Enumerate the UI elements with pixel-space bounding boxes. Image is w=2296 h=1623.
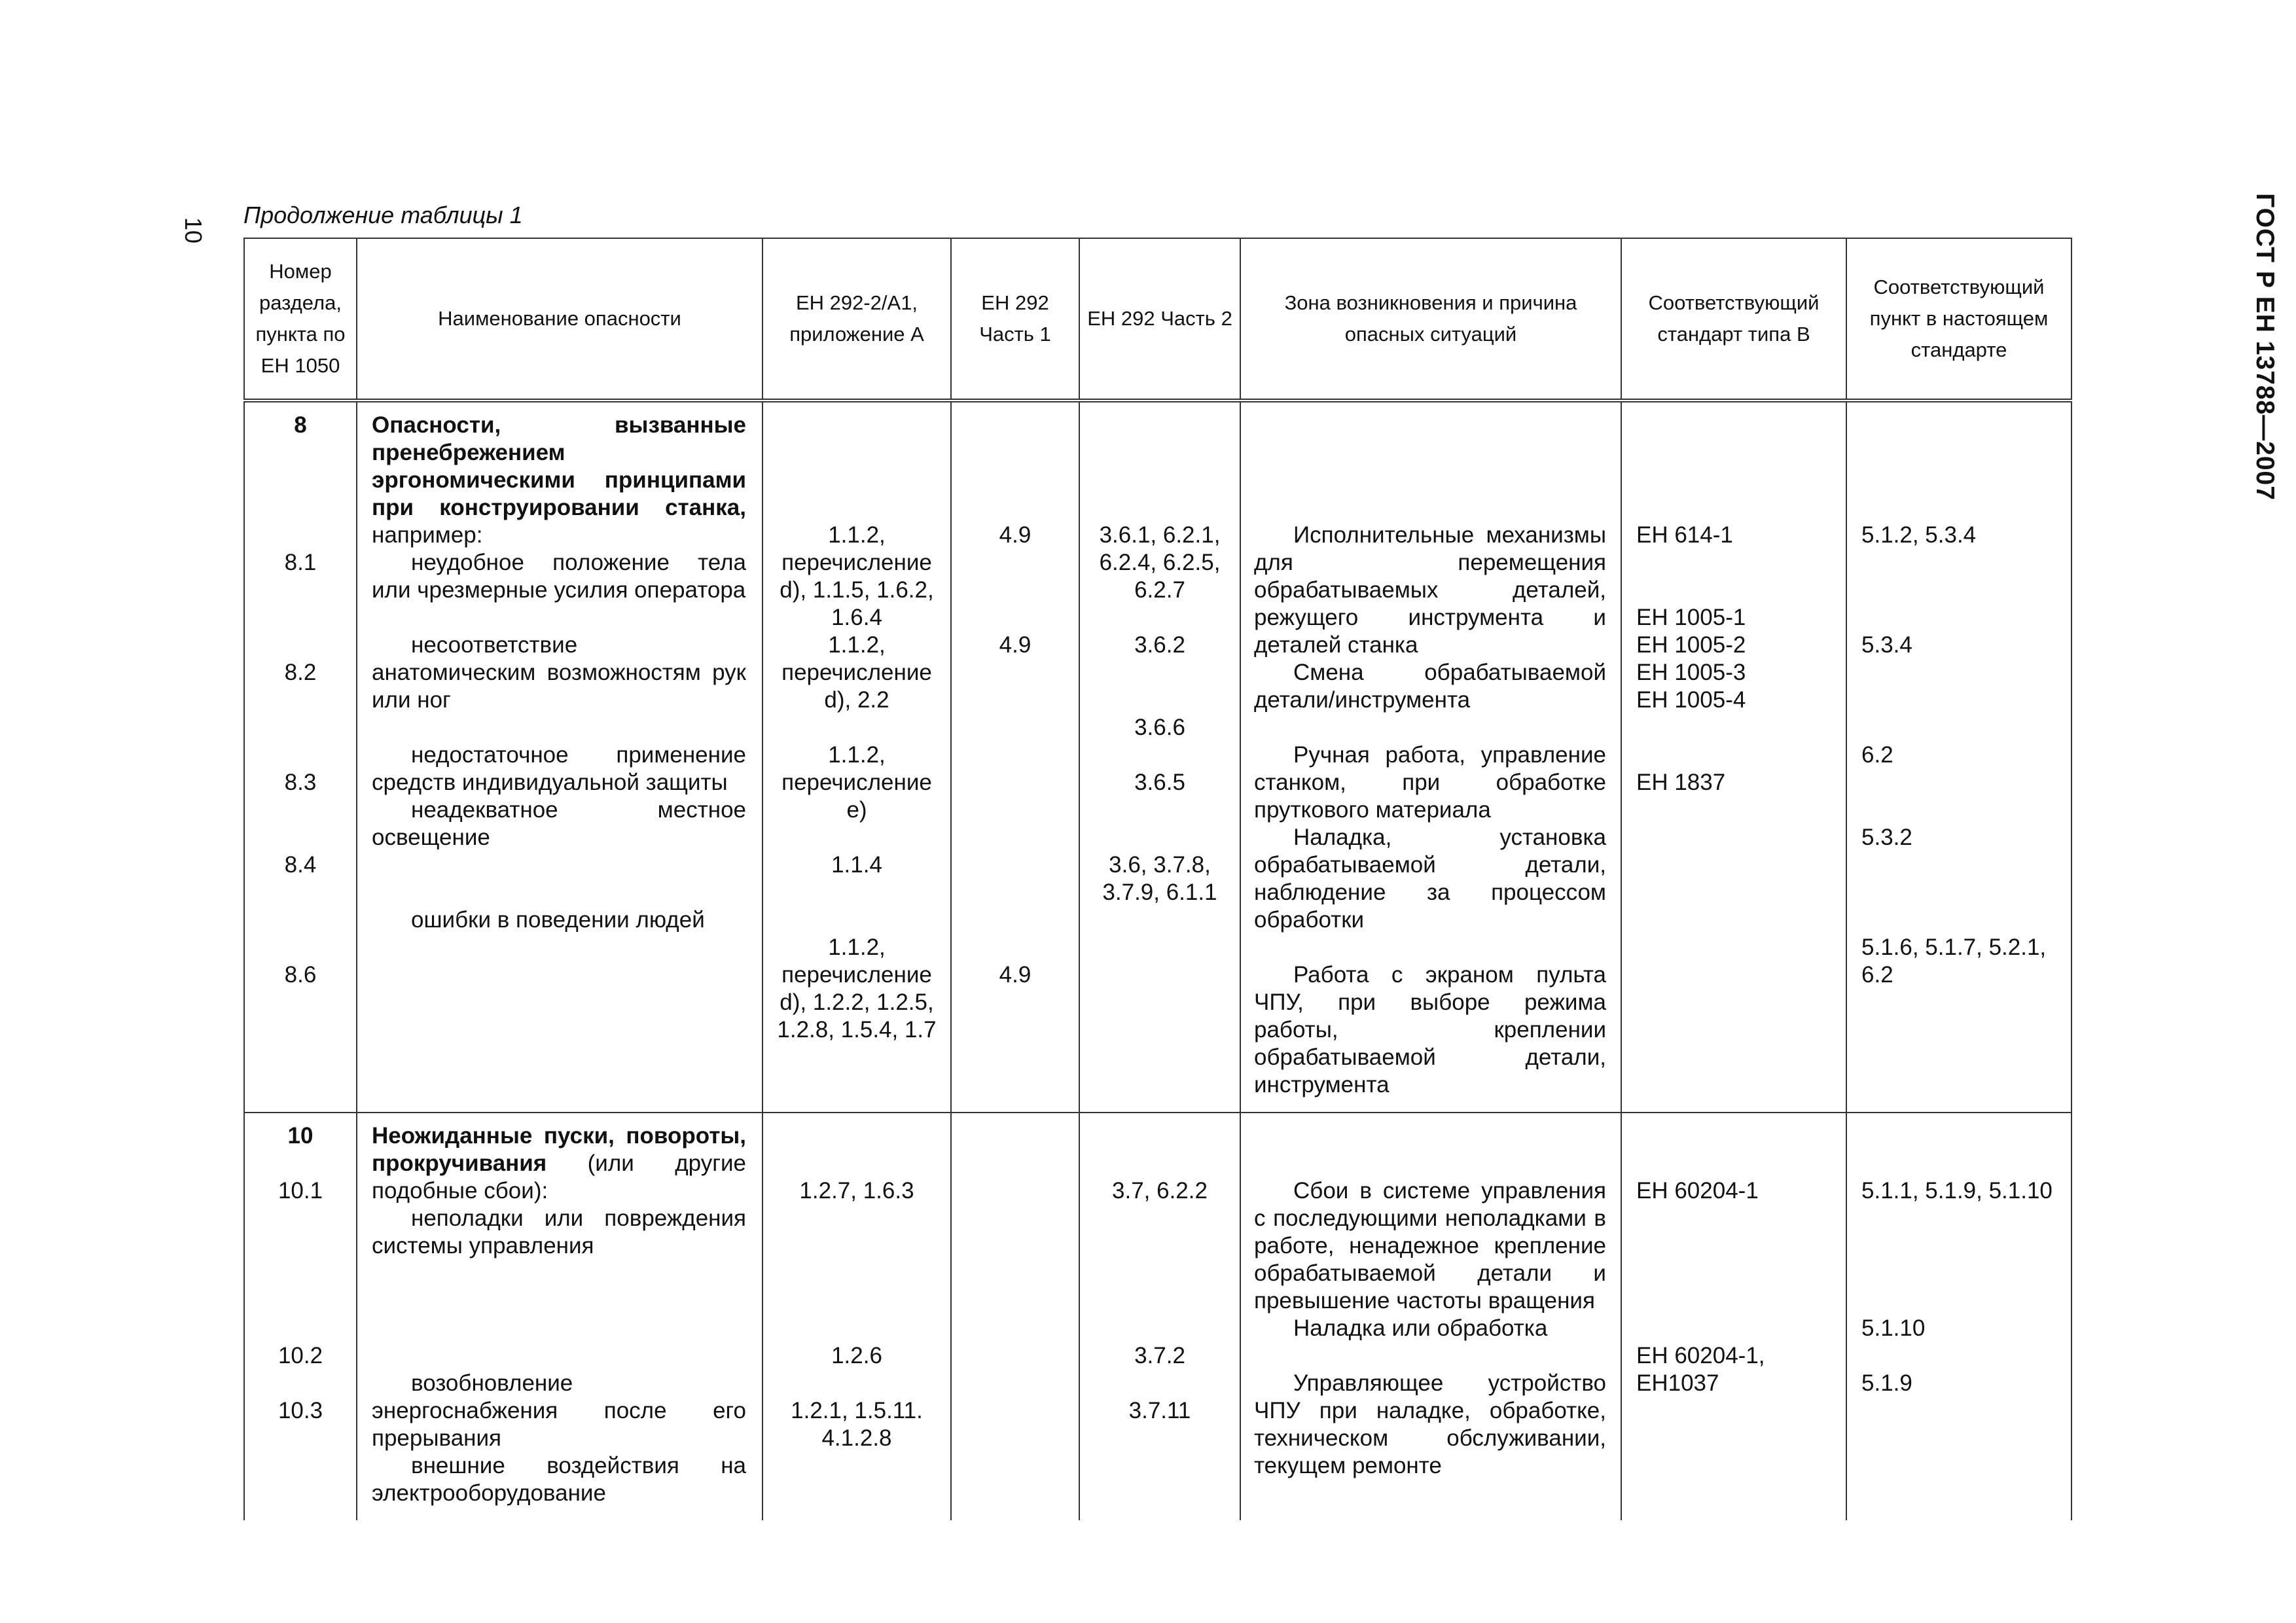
en292-2-annex-cell [762,401,951,1113]
part1-ref: 4.9 [999,522,1031,548]
part2-ref: 3.7.2 [1134,1343,1185,1368]
en292-part1-cell [951,401,1079,1113]
part1-ref: 4.9 [999,632,1031,658]
annex-ref: 1.1.4 [831,852,882,878]
hazard-zone: Наладка, установка обрабатываемой детали, наблюдение за процессом обработки [1254,825,1606,933]
en292-part2-cell [1079,1113,1240,1520]
header-hazard-zone: Зона возникновения и причина опасных ситуаций [1240,238,1621,401]
header-en292-part1: ЕН 292 Часть 1 [951,238,1079,401]
type-b-standard: ЕН 614-1 [1636,522,1733,548]
hazard-name: недостаточное применение средств индивидуальной защиты [372,742,746,795]
hazard-zone: Ручная работа, управление станком, при обработке пруткового материала [1254,742,1606,823]
clause-ref: 5.1.1, 5.1.9, 5.1.10 [1861,1178,2053,1204]
header-en292-part2: ЕН 292 Часть 2 [1079,238,1240,401]
section-title-bold: Неожиданные пуски, повороты, прокручивания [372,1123,746,1176]
table-row-group-10 [244,1113,2072,1520]
hazard-name: несоответствие анатомическим возможностям рук или ног [372,632,746,713]
annex-ref: 1.2.6 [831,1343,882,1368]
item-number: 10.3 [278,1398,323,1423]
clause-cell [1846,1113,2072,1520]
annex-ref: 1.2.1, 1.5.11. 4.1.2.8 [791,1398,923,1451]
item-number: 10.2 [278,1343,323,1368]
table-caption: Продолжение таблицы 1 [243,202,523,228]
header-clause: Соответствующий пункт в настоящем стандарте [1846,238,2072,401]
hazard-zone-cell [1240,401,1621,1113]
clause-ref: 5.1.9 [1861,1370,1912,1396]
hazard-name-cell [357,401,762,1113]
clause-ref: 5.1.10 [1861,1315,1926,1341]
part2-ref: 3.6, 3.7.8, 3.7.9, 6.1.1 [1102,852,1217,905]
hazard-zone: Управляющее устройство ЧПУ при наладке, обработке, техническом обслуживании, текущем ремонте [1254,1370,1606,1478]
hazard-zone: Исполнительные механизмы для перемещения обрабатываемых деталей, режущего инструмента и деталей станка [1254,522,1606,658]
type-b-standard: ЕН 60204-1, ЕН1037 [1636,1343,1765,1396]
en292-part1-cell [951,1113,1079,1520]
annex-ref: 1.1.2, перечисление е) [781,742,932,823]
type-b-standard-cell [1621,1113,1846,1520]
section-number: 8 [294,412,307,438]
item-number: 10.1 [278,1178,323,1204]
page-number: 10 [180,217,207,244]
annex-ref: 1.1.2, перечисление d), 2.2 [781,632,932,713]
type-b-standard: ЕН 60204-1 [1636,1178,1759,1204]
part2-ref: 3.6.1, 6.2.1, 6.2.4, 6.2.5, 6.2.7 [1099,522,1221,603]
section-title [372,412,746,549]
type-b-standard: ЕН 1837 [1636,770,1726,795]
clause-ref: 5.3.4 [1861,632,1912,658]
section-title [372,1122,746,1205]
en292-part2-cell [1079,401,1240,1113]
hazard-zone: Смена обрабатываемой детали/инструмента [1254,660,1606,713]
section-number: 10 [287,1123,314,1149]
hazard-name: внешние воздействия на электрооборудование [372,1453,746,1506]
item-number: 8.4 [284,852,317,878]
item-number: 8.1 [284,550,317,575]
table-row-group-8 [244,401,2072,1113]
hazard-zone: Наладка или обработка [1293,1315,1548,1341]
item-number: 8.6 [284,962,317,988]
header-section-number: Номер раздела, пункта по ЕН 1050 [244,238,357,401]
item-number: 8.3 [284,770,317,795]
hazard-name: неполадки или повреждения системы управления [372,1205,746,1258]
clause-ref: 6.2 [1861,742,1893,768]
clause-ref: 5.1.6, 5.1.7, 5.2.1, 6.2 [1861,935,2047,988]
type-b-standard-cell [1621,401,1846,1113]
hazard-zone-cell [1240,1113,1621,1520]
header-type-b-standard: Соответствующий стандарт типа В [1621,238,1846,401]
table-header-row [244,238,2072,401]
hazard-table [243,238,2072,1520]
hazard-name: ошибки в поведении людей [411,907,705,933]
part2-ref: 3.6.6 [1134,715,1185,740]
hazard-name: возобновление энергоснабжения после его прерывания [372,1370,746,1451]
type-b-standard: ЕН 1005-1 ЕН 1005-2 ЕН 1005-3 ЕН 1005-4 [1636,605,1746,713]
hazard-name: неудобное положение тела или чрезмерные усилия оператора [372,550,746,603]
section-title-rest: например: [372,522,483,548]
clause-ref: 5.1.2, 5.3.4 [1861,522,1977,548]
part2-ref: 3.7.11 [1128,1398,1191,1423]
hazard-name-cell [357,1113,762,1520]
clause-ref: 5.3.2 [1861,825,1912,850]
section-title-rest: (или другие подобные сбои): [372,1150,746,1204]
part2-ref: 3.7, 6.2.2 [1112,1178,1208,1204]
annex-ref: 1.1.2, перечисление d), 1.1.5, 1.6.2, 1.6.4 [780,522,934,630]
annex-ref: 1.2.7, 1.6.3 [799,1178,914,1204]
part2-ref: 3.6.2 [1134,632,1185,658]
section-number-cell [244,1113,357,1520]
hazard-zone: Работа с экраном пульта ЧПУ, при выборе режима работы, креплении обрабатываемой детали, инструмента [1254,962,1606,1097]
section-number-cell [244,401,357,1113]
item-number: 8.2 [284,660,317,685]
part2-ref: 3.6.5 [1134,770,1185,795]
header-en292-2-annex: ЕН 292-2/А1, приложение А [762,238,951,401]
document-code: ГОСТ Р ЕН 13788—2007 [2251,193,2279,501]
header-hazard-name: Наименование опасности [357,238,762,401]
annex-ref: 1.1.2, перечисление d), 1.2.2, 1.2.5, 1.2.8, 1.5.4, 1.7 [777,935,937,1043]
hazard-zone: Сбои в системе управления с последующими неполадками в работе, ненадежное крепление обрабатываемой детали и превышение частоты вращения [1254,1178,1606,1313]
en292-2-annex-cell [762,1113,951,1520]
clause-cell [1846,401,2072,1113]
section-title-bold: Опасности, вызванные пренебрежением эргономическими принципами при конструировании станка, [372,412,746,520]
part1-ref: 4.9 [999,962,1031,988]
hazard-name: неадекватное местное освещение [372,797,746,850]
